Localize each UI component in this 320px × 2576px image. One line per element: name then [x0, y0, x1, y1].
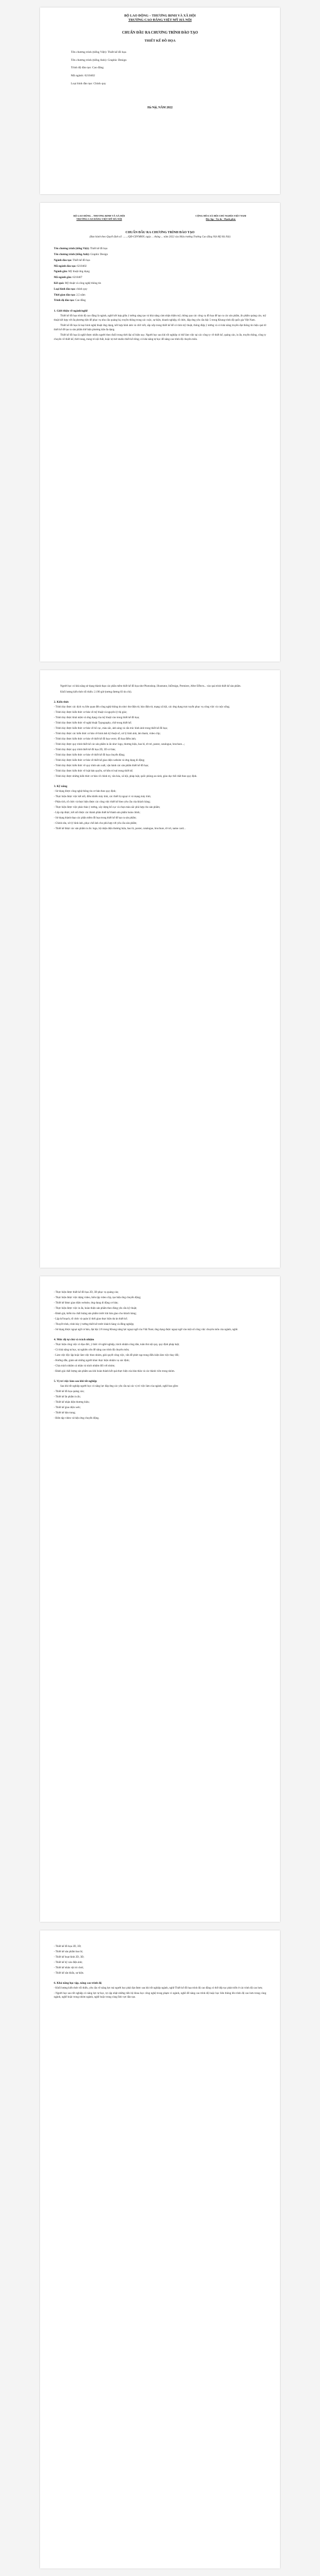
- list-item: - Trình bày được khái niệm và ứng dụng của mỹ thuật vào trong thiết kế đồ họa;: [54, 716, 140, 719]
- cover-info-line: Mã ngành: 6210402: [71, 74, 95, 77]
- cover-info-line: Trình độ đào tạo: Cao đẳng: [71, 66, 104, 70]
- list-item: - Sử dụng thành thạo các phần mềm đồ họa trong thiết kế để tạo ra sản phẩm;: [54, 816, 137, 820]
- list-item: - Trình bày được kiến thức cơ bản về thiết kế đồ họa vectơ, đồ họa điểm ảnh;: [54, 737, 137, 741]
- header-school: TRƯỜNG CAO ĐẲNG VIỆT MỸ HÀ NỘI: [76, 218, 122, 221]
- list-item: - Thiết kế nhân vật trò chơi;: [54, 1966, 84, 1969]
- list-item: - Biên tập video và hiệu ứng chuyển động.: [54, 1417, 100, 1420]
- list-item: - Thực hiện được việc in ấn, hoàn thiện sản phẩm theo đúng yêu cầu kỹ thuật;: [54, 1307, 137, 1310]
- paragraph: Thiết kế đồ họa trình độ cao đẳng là ngành, nghề kết hợp giữa ý tưởng sáng tạo và khả năng cảm nhận thẩm mỹ, thông qua các công cụ đồ họa để tạo ra các sản phẩm, ấn phẩm quảng cáo, mỹ thuật kết hợp với đa phương tiện để phục vụ nhu cầu quảng bá, truyền thông trong các cuộc, sự kiện, doanh nghiệp, tổ chức, đáp ứng yêu cầu bậc 5 trong Khung trình độ quốc gia Việt Nam.: [54, 315, 266, 322]
- cover-school: TRƯỜNG CAO ĐẲNG VIỆT MỸ HÀ NỘI: [128, 18, 192, 22]
- section-heading: 3. Kỹ năng: [54, 785, 68, 788]
- list-item: - Trình bày được kiến thức cơ bản về thiết kế giao diện website và ứng dụng di động;: [54, 759, 145, 762]
- info-row: Trình độ đào tạo: Cao đẳng: [54, 299, 86, 303]
- list-item: - Thực hiện được việc dựng video, biên tập video clip, tạo hiệu ứng chuyển động;: [54, 1296, 141, 1299]
- header-motto: Độc lập - Tự do - Hạnh phúc: [205, 218, 236, 221]
- info-row: Ngành gần: Mỹ thuật ứng dụng: [54, 270, 90, 274]
- paragraph: Thiết kế đồ họa là loại hình nghệ thuật ứng dụng, kết hợp hình ảnh và chữ viết, sắp xếp trong thiết kế để có tính mỹ thuật, thông điệp ý tưởng và có khả năng truyền đạt thông tin hiệu quả từ thiết kế để tạo ra sản phẩm thể hiện phương tiện đa dạng.: [54, 324, 266, 331]
- list-item: - Sử dụng được ngoại ngữ cơ bản, đạt bậc 2/6 trong Khung năng lực ngoại ngữ của Việt Nam; ứng dụng được ngoại ngữ vào một số công việc chuyên môn của ngành, nghề.: [54, 1328, 238, 1331]
- list-item: - Trình bày được kiến thức về luật bản quyền, sở hữu trí tuệ trong thiết kế;: [54, 769, 133, 773]
- cover-page: [40, 7, 280, 194]
- section-heading: 4. Mức độ tự chủ và trách nhiệm: [54, 1338, 94, 1341]
- document-page-2: [40, 203, 280, 662]
- list-item: - Người học sau tốt nghiệp có năng lực tự học, tự cập nhật những tiến bộ khoa học công nghệ trong phạm vi ngành, nghề để nâng cao trình độ hoặc học liên thông lên trình độ cao hơn trong cùng ngành, nghề hoặc trong nhóm ngành, nghề hoặc trong cùng lĩnh vực đào tạo.: [54, 1992, 266, 1999]
- list-item: - Phân tích, tổ chức và thực hiện được các công việc thiết kế theo yêu cầu của khách hàng;: [54, 800, 150, 804]
- list-item: - Thực hiện công việc có đạo đức, ý thức về nghề nghiệp, trách nhiệm công dân, tuân thủ nội quy, quy định pháp luật;: [54, 1343, 180, 1346]
- document-page-5: [40, 1930, 280, 2569]
- list-item: - Lập kế hoạch, tổ chức và quản lý thời gian thực hiện dự án thiết kế;: [54, 1317, 128, 1321]
- list-item: - Chỉnh sửa, xử lý hình ảnh, phục chế ảnh cho phù hợp với yêu cầu sản phẩm;: [54, 822, 137, 825]
- section-heading: 5. Vị trí việc làm sau khi tốt nghiệp: [54, 1380, 97, 1383]
- cover-info-list: [53, 50, 267, 86]
- cover-title: CHUẨN ĐẦU RA CHƯƠNG TRÌNH ĐÀO TẠO: [122, 31, 198, 35]
- list-item: - Có khả năng tự học, tự nghiên cứu để nâng cao trình độ chuyên môn;: [54, 1348, 130, 1351]
- section-heading: 1. Giới thiệu về ngành/nghề: [54, 309, 88, 313]
- list-item: - Thiết kế sản phẩm bao bì;: [54, 1950, 83, 1953]
- cover-info-line: Tên chương trình (tiếng Anh): Graphic Design: [71, 58, 127, 62]
- page-subtitle: (Ban hành theo Quyết định số: ......./QĐ-CĐVMHN, ngày ... tháng ... năm 2022 của Hiệu trưởng Trường Cao đẳng Việt Mỹ Hà Nội): [89, 236, 231, 239]
- list-item: - Thiết kế hoạt hình 2D, 3D;: [54, 1955, 84, 1959]
- list-item: - Thiết kế dàn trang;: [54, 1412, 76, 1414]
- info-row: Tên chương trình (tiếng Anh): Graphic Design: [54, 252, 108, 256]
- cover-footer: Hà Nội, NĂM 2022: [147, 106, 173, 110]
- info-row: Ngành đào tạo: Thiết kế đồ họa: [54, 258, 90, 262]
- list-item: - Trình bày được kiến thức cơ bản về mỹ thuật và nguyên lý thị giác;: [54, 711, 127, 714]
- list-item: - Trình bày được quy trình thiết kế đồ họa 2D, 3D cơ bản;: [54, 748, 116, 751]
- list-item: - Thực hiện được thiết kế đồ họa 2D, 3D phục vụ quảng cáo;: [54, 1291, 119, 1294]
- list-item: - Trình bày được những kiến thức cơ bản về chính trị, văn hóa, xã hội, pháp luật, quốc phòng an ninh, giáo dục thể chất theo quy định.: [54, 775, 197, 778]
- cover-info-line: Loại hình đào tạo: Chính quy: [71, 82, 106, 85]
- info-row: Mã ngành đào tạo: 6210402: [54, 264, 87, 268]
- list-item: - Thiết kế ấn phẩm in ấn;: [54, 1396, 81, 1398]
- info-row: Mã ngành gần: 6210407: [54, 276, 83, 280]
- list-item: - Thiết kế nhận diện thương hiệu;: [54, 1401, 90, 1404]
- list-item: - Thiết kế được các sản phẩm in ấn: logo, bộ nhận diện thương hiệu, bao bì, poster, catalogue, brochure, tờ rơi, name card...: [54, 827, 186, 830]
- section-heading: 6. Khả năng học tập, nâng cao trình độ: [54, 1982, 102, 1985]
- list-item: - Trình bày được quy trình thiết kế các sản phẩm in ấn như: logo, thương hiệu, bao bì, tờ rơi, poster, catalogue, brochure...;: [54, 743, 185, 746]
- list-item: - Thiết kế sân khấu, sự kiện.: [54, 1971, 84, 1975]
- document-page-3: [40, 670, 280, 1268]
- info-row: Tên chương trình (tiếng Việt): Thiết kế đồ họa: [54, 247, 108, 251]
- list-item: - Thuyết trình, trình bày ý tưởng thiết kế trước khách hàng và đồng nghiệp;: [54, 1323, 134, 1326]
- list-item: - Trình bày được các dịch vụ liên quan đến công nghệ thông tin như: thư điện tử, báo điện tử, mạng xã hội, các ứng dụng trực tuyến phục vụ công việc và cuộc sống;: [54, 705, 230, 709]
- header-ministry: BỘ LAO ĐỘNG – THƯƠNG BINH VÀ XÃ HỘI: [73, 214, 125, 217]
- list-item: - Đánh giá chất lượng sản phẩm sau khi hoàn thành kết quả thực hiện của bản thân và các thành viên trong nhóm.: [54, 1370, 175, 1373]
- list-item: - Làm việc độc lập hoặc làm việc theo nhóm, giải quyết công việc, vấn đề phức tạp trong điều kiện làm việc thay đổi;: [54, 1354, 179, 1357]
- list-item: - Trình bày được kiến thức về quy trình sản xuất, vận hành các sản phẩm thiết kế đồ họa;: [54, 764, 149, 767]
- list-item: - Thực hiện được việc kết nối, điều khiển máy tính, các thiết bị ngoại vi và mạng máy tính;: [54, 795, 151, 798]
- page-title: CHUẨN ĐẦU RA CHƯƠNG TRÌNH ĐÀO TẠO: [125, 230, 195, 235]
- document-page-4: [40, 1276, 280, 1922]
- paragraph: Thiết kế đồ họa là nghề được nhiều người theo đuổi trong thời đại số hiện nay. Người học sau khi tốt nghiệp có thể làm việc tại các công ty về thiết kế, quảng cáo, in ấn, truyền thông, công ty chuyên về thiết kế, thời trang, trang trí nội thất, hoặc tự mở studio thiết kế riêng; có khả năng tự học để nâng cao trình độ chuyên môn.: [54, 334, 266, 341]
- list-item: - Thiết kế được giao diện website, ứng dụng di động cơ bản;: [54, 1301, 118, 1305]
- list-item: - Trình bày được kiến thức cơ bản về bố cục, màu sắc, ánh sáng và cấu trúc hình ảnh trong thiết kế đồ họa;: [54, 727, 168, 730]
- header-country: CỘNG HÒA XÃ HỘI CHỦ NGHĨA VIỆT NAM: [195, 214, 246, 217]
- cover-subtitle: THIẾT KẾ ĐỒ HỌA: [144, 39, 176, 43]
- list-item: - Trình bày được kiến thức cơ bản về thiết kế đồ họa chuyển động;: [54, 753, 125, 757]
- info-row: Thời gian đào tạo: 2,5 năm: [54, 293, 85, 297]
- list-item: - Chịu trách nhiệm cá nhân và trách nhiệm đối với nhóm;: [54, 1364, 115, 1367]
- paragraph: Sau khi tốt nghiệp người học có năng lực đáp ứng các yêu cầu tại các vị trí việc làm của ngành, nghề bao gồm:: [60, 1385, 179, 1388]
- list-item: - Trình bày được kiến thức về nghệ thuật Typography, chữ trong thiết kế;: [54, 721, 132, 725]
- section-heading: 2. Kiến thức: [54, 701, 69, 704]
- list-item: - Sử dụng được công nghệ thông tin cơ bản theo quy định;: [54, 790, 116, 793]
- list-item: - Thực hiện được việc phác thảo ý tưởng, xây dựng bố cục và chọn màu sắc phù hợp cho sản phẩm;: [54, 806, 161, 809]
- list-item: - Thiết kế kỹ xảo điện ảnh;: [54, 1961, 83, 1964]
- list-item: - Thiết kế đồ họa quảng cáo;: [54, 1390, 85, 1393]
- page-header: [54, 214, 266, 221]
- cover-info-line: Tên chương trình (tiếng Việt): Thiết kế đồ họa: [71, 51, 126, 54]
- cover-ministry: BỘ LAO ĐỘNG – THƯƠNG BINH VÀ XÃ HỘI: [124, 14, 196, 18]
- list-item: - Đánh giá, kiểm tra chất lượng sản phẩm trước khi bàn giao cho khách hàng;: [54, 1312, 137, 1315]
- list-item: - Thiết kế giao diện web;: [54, 1406, 81, 1409]
- paragraph: Khối lượng kiến thức tối thiểu: 2.190 giờ (tương đương 83 tín chỉ).: [60, 690, 132, 694]
- paragraph: Người học có khả năng sử dụng thành thạo các phần mềm thiết kế đồ họa như Photoshop, Illustrator, InDesign, Premiere, After Effects... vào quá trình thiết kế sản phẩm.: [60, 685, 241, 688]
- info-row: Loại hình đào tạo: chính quy: [54, 287, 87, 291]
- list-item: - Trình bày được các kiến thức cơ bản về hình ảnh kỹ thuật số, xử lý hình ảnh, âm thanh, video clip;: [54, 732, 161, 735]
- list-item: - Hướng dẫn, giám sát những người khác thực hiện nhiệm vụ xác định;: [54, 1359, 130, 1362]
- list-item: - Thiết kế đồ họa 2D, 3D;: [54, 1945, 82, 1948]
- list-item: - Khối lượng kiến thức tối thiểu, yêu cầu về năng lực mà người học phải đạt được sau khi tốt nghiệp ngành, nghề Thiết kế đồ họa trình độ cao đẳng có thể tiếp tục phát triển ở các trình độ cao hơn;: [54, 1986, 263, 1990]
- program-info: [54, 247, 266, 303]
- list-item: - Lắp ráp được, kết nối được các thành phần thiết kế thành sản phẩm hoàn chỉnh;: [54, 811, 140, 814]
- info-row: Kết quả: Mỹ thuật và công nghệ thông tin: [54, 281, 101, 285]
